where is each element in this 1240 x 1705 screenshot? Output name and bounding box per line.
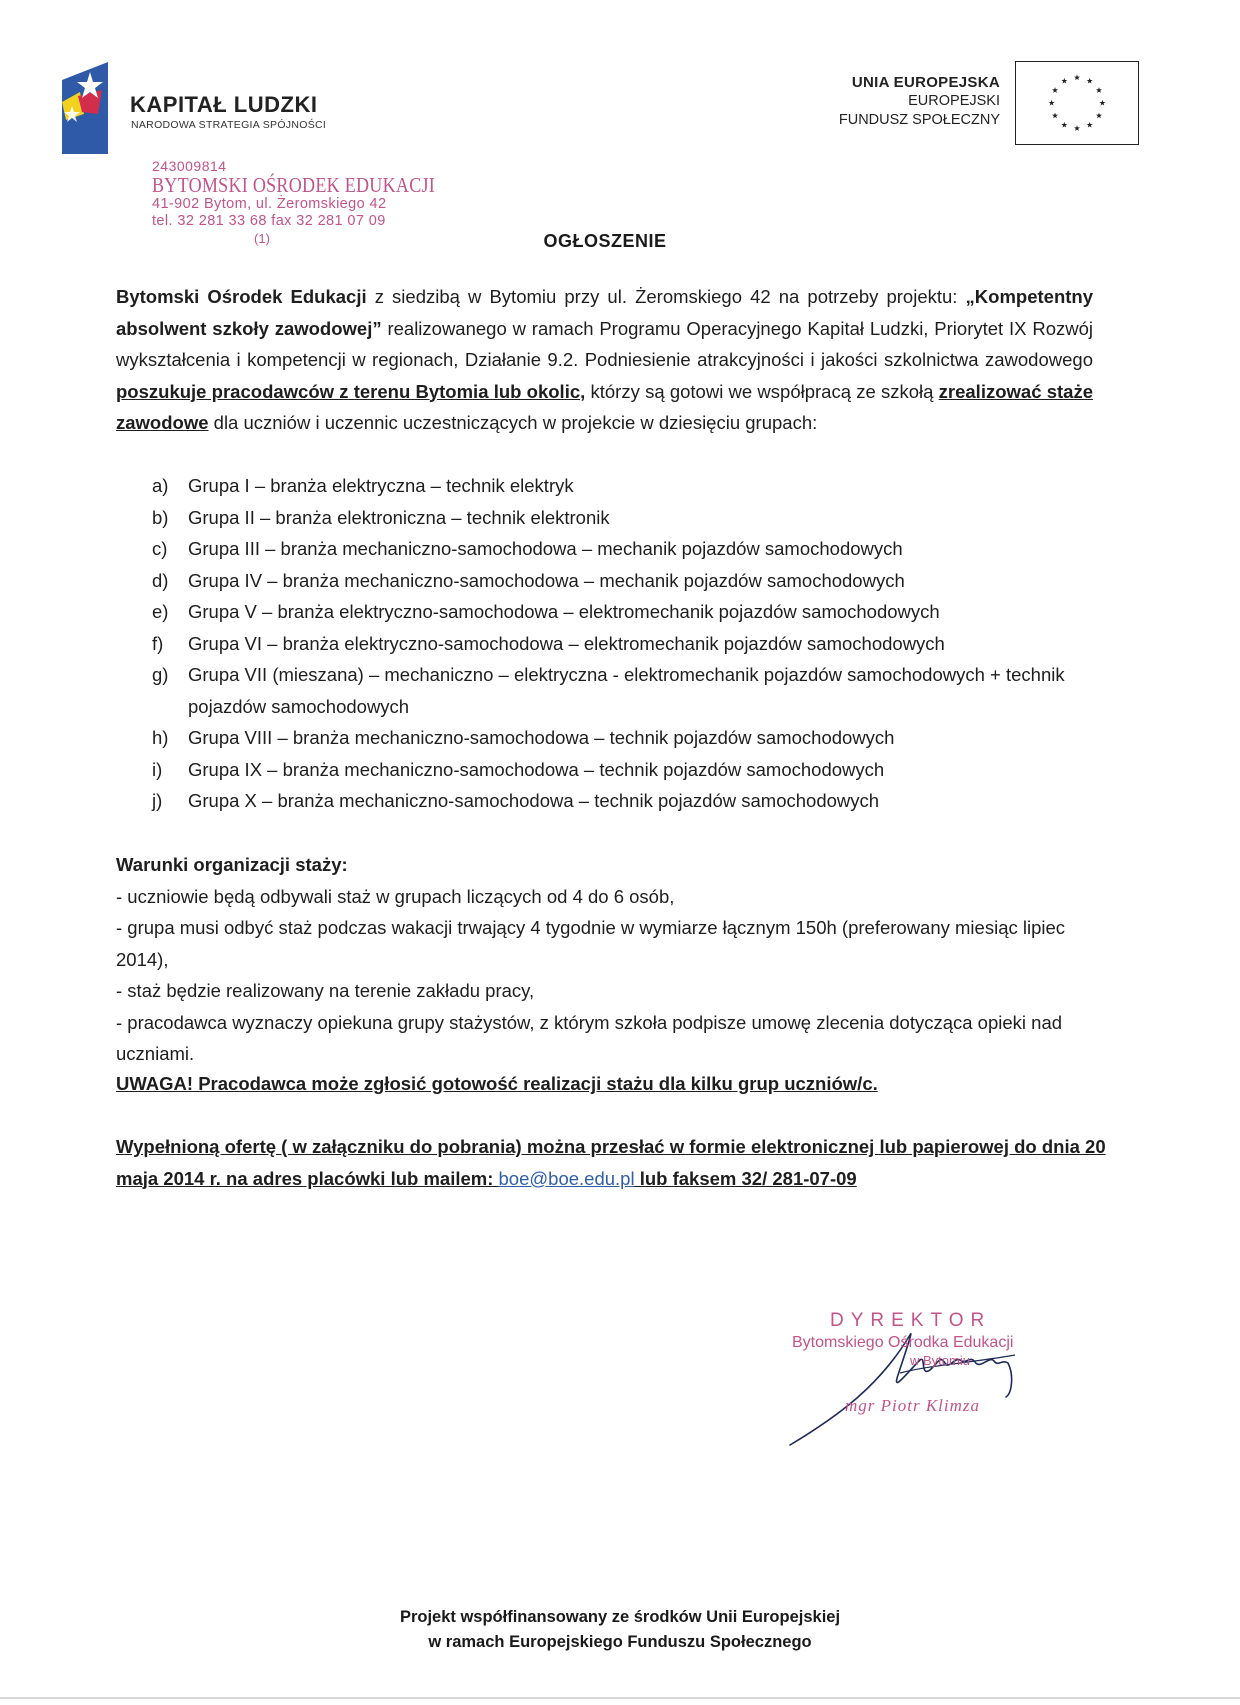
condition-item: - pracodawca wyznaczy opiekuna grupy stażystów, z którym szkoła podpisze umowę zlecenia dotycząca opieki nad uczniami.	[116, 1011, 1063, 1064]
list-item-letter: g)	[152, 664, 169, 685]
kapital-ludzki-logo-icon	[62, 62, 108, 154]
list-item	[116, 754, 1106, 786]
list-item	[116, 722, 1106, 754]
stamp-phone: tel. 32 281 33 68 fax 32 281 07 09	[152, 213, 386, 229]
footer-line-2: w ramach Europejskiego Funduszu Społecznego	[428, 1633, 812, 1651]
eu-line-european: EUROPEJSKI	[908, 93, 1000, 109]
kapital-ludzki-subtitle: NARODOWA STRATEGIA SPÓJNOŚCI	[131, 119, 327, 131]
intro-text-4: dla uczniów i uczennic uczestniczących w projekcie w dziesięciu grupach:	[208, 412, 818, 433]
list-item-letter: a)	[152, 475, 169, 496]
list-item-letter: d)	[152, 569, 169, 591]
offer-text-1: Wypełnioną ofertę ( w załączniku do pobrania) można przesłać w formie elektronicznej lub papierowej do dnia 20 maja 2014 r. na adres placówki lub mailem:	[116, 1136, 1106, 1189]
list-item-text: Grupa III – branża mechaniczno-samochodowa – mechanik pojazdów samochodowych	[188, 538, 903, 559]
eu-star-icon	[1049, 100, 1055, 106]
list-item-text: Grupa VI – branża elektryczno-samochodowa – elektromechanik pojazdów samochodowych	[188, 632, 945, 654]
conditions-section	[116, 849, 1106, 1070]
stamp-number: 243009814	[152, 158, 227, 174]
list-item	[116, 565, 1106, 597]
eu-star-icon	[1061, 122, 1067, 128]
list-item	[116, 659, 1106, 722]
scan-edge-divider	[0, 1697, 1240, 1699]
eu-star-icon	[1099, 100, 1105, 106]
eu-star-icon	[1096, 113, 1102, 119]
list-item-letter: f)	[152, 632, 164, 654]
stamp-name: BYTOMSKI OŚRODEK EDUKACJI	[152, 173, 436, 197]
signature-city: w Bytomiu	[910, 1353, 970, 1368]
list-item	[116, 502, 1106, 534]
list-item-text: Grupa X – branża mechaniczno-samochodowa – technik pojazdów samochodowych	[188, 790, 880, 811]
conditions-title: Warunki organizacji staży:	[116, 854, 348, 875]
list-item	[116, 470, 1106, 502]
list-item	[116, 785, 1106, 817]
list-item-text: Grupa II – branża elektroniczna – technik elektronik	[188, 506, 610, 528]
intro-org: Bytomski Ośrodek Edukacji	[116, 286, 367, 307]
list-item-text: Grupa I – branża elektryczna – technik elektryk	[188, 475, 574, 496]
eu-star-icon	[1061, 78, 1067, 84]
intro-internship: zrealizować staże zawodowe	[116, 380, 1093, 433]
stamp-mark: (1)	[254, 231, 270, 246]
condition-item: - staż będzie realizowany na terenie zakładu pracy,	[116, 980, 535, 1001]
eu-star-icon	[1096, 87, 1102, 93]
condition-item: - uczniowie będą odbywali staż w grupach liczących od 4 do 6 osób,	[116, 885, 675, 907]
eu-star-icon	[1074, 125, 1080, 131]
footer	[0, 1605, 1240, 1655]
intro-project: „Kompetentny absolwent szkoły zawodowej”	[116, 286, 1093, 339]
intro-text-2: realizowanego w ramach Programu Operacyjnego Kapitał Ludzki, Priorytet IX Rozwój wykształcenia i kompetencji w regionach, Działanie 9.2. Podniesienie atrakcyjności i jakości szkolnictwa zawodowego	[116, 317, 1093, 370]
offer-text-2: lub faksem 32/ 281-07-09	[634, 1167, 857, 1189]
eu-star-icon	[1087, 122, 1093, 128]
condition-item: - grupa musi odbyć staż podczas wakacji trwający 4 tygodnie w wymiarze łącznym 150h (preferowany miesiąc lipiec 2014),	[116, 917, 1066, 970]
groups-list	[116, 470, 1106, 817]
director-signature	[790, 1310, 1070, 1440]
intro-text-1: z siedzibą w Bytomiu przy ul. Żeromskiego 42 na potrzeby projektu:	[366, 286, 966, 307]
email-link[interactable]: boe@boe.edu.pl	[498, 1167, 635, 1189]
list-item-letter: e)	[152, 601, 169, 622]
eu-star-icon	[1087, 78, 1093, 84]
list-item-text: Grupa IX – branża mechaniczno-samochodowa – technik pojazdów samochodowych	[188, 758, 885, 780]
footer-line-1: Projekt współfinansowany ze środków Unii Europejskiej	[399, 1608, 841, 1626]
list-item-letter: h)	[152, 727, 169, 748]
eu-star-icon	[1052, 113, 1058, 119]
list-item-text: Grupa V – branża elektryczno-samochodowa – elektromechanik pojazdów samochodowych	[188, 601, 940, 622]
list-item-text: Grupa VIII – branża mechaniczno-samochodowa – technik pojazdów samochodowych	[188, 727, 895, 748]
offer-paragraph	[116, 1131, 1106, 1194]
eu-text-block	[820, 73, 1000, 130]
list-item-letter: b)	[152, 506, 169, 528]
page-title: OGŁOSZENIE	[543, 231, 667, 251]
list-item	[116, 533, 1106, 565]
list-item-letter: i)	[152, 758, 163, 780]
intro-paragraph	[116, 281, 1093, 439]
list-item-text: Grupa VII (mieszana) – mechaniczno – elektryczna - elektromechanik pojazdów samochodowych + technik pojazdów samochodowych	[188, 664, 1065, 717]
intro-seek: poszukuje pracodawców z terenu Bytomia lub okolic,	[116, 380, 586, 402]
eu-flag-icon	[1015, 61, 1139, 145]
stamp-address: 41-902 Bytom, ul. Żeromskiego 42	[152, 196, 387, 212]
signature-title: DYREKTOR	[830, 1310, 992, 1331]
list-item-letter: j)	[152, 790, 163, 811]
eu-line-social-fund: FUNDUSZ SPOŁECZNY	[838, 112, 1000, 128]
intro-text-3: którzy są gotowi we współpracą ze szkołą	[585, 380, 939, 402]
list-item	[116, 596, 1106, 628]
eu-star-icon	[1074, 74, 1080, 80]
kapital-ludzki-title: KAPITAŁ LUDZKI	[130, 92, 318, 117]
list-item	[116, 628, 1106, 660]
list-item-text: Grupa IV – branża mechaniczno-samochodowa – mechanik pojazdów samochodowych	[188, 569, 905, 591]
list-item-letter: c)	[152, 538, 168, 559]
eu-line-union: UNIA EUROPEJSKA	[851, 74, 1000, 91]
warning-note: UWAGA! Pracodawca może zgłosić gotowość realizacji stażu dla kilku grup uczniów/c.	[116, 1073, 878, 1094]
eu-star-icon	[1052, 87, 1058, 93]
signature-org: Bytomskiego Ośrodka Edukacji	[792, 1334, 1014, 1351]
signature-name: mgr Piotr Klimza	[845, 1396, 981, 1415]
